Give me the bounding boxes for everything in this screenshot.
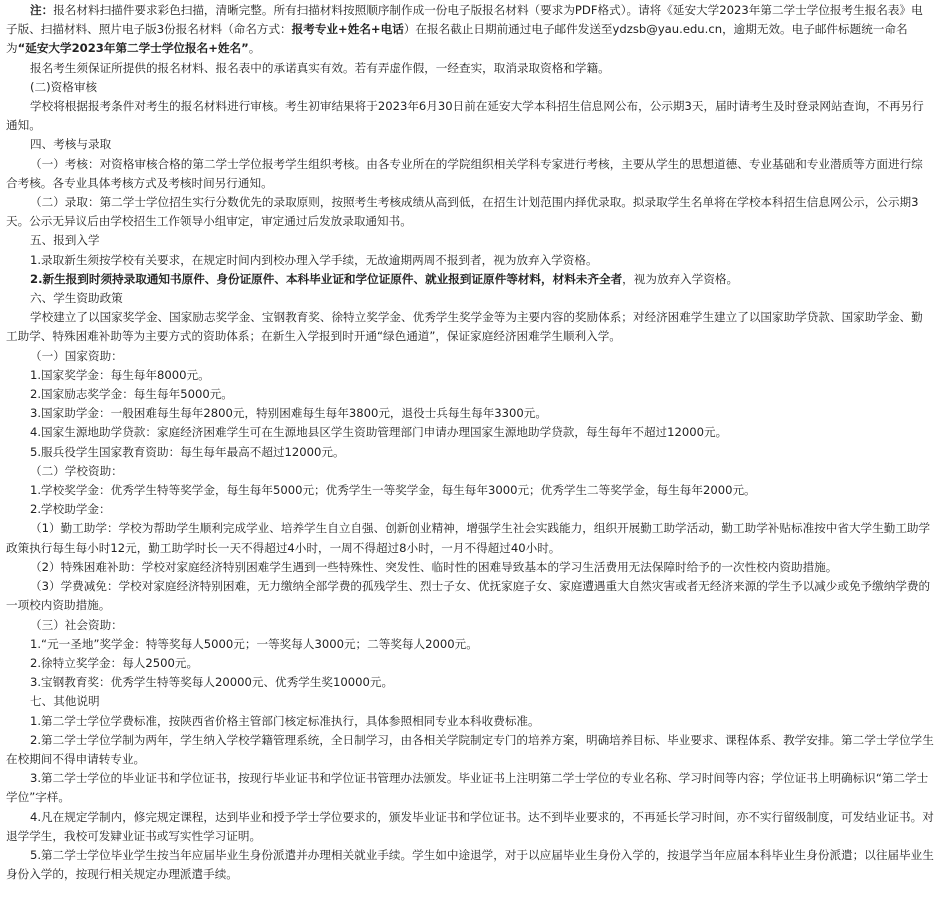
paragraph	[6, 846, 934, 884]
bold-text: 报考专业+姓名+电话	[291, 22, 404, 37]
text-run: （1）勤工助学：学校为帮助学生顺利完成学业、培养学生自立自强、创新创业精神，增强学生社会实践能力，组织开展勤工助学活动，勤工助学补贴标准按中省大学生勤工助学政策执行每生每小时12元，勤工助学时长一天不得超过4小时，一周不得超过8小时，一月不得超过40小时。	[6, 521, 931, 555]
text-run: 1.学校奖学金：优秀学生特等奖学金，每生每年5000元；优秀学生一等奖学金，每生每年3000元；优秀学生二等奖学金，每生每年2000元。	[30, 483, 756, 498]
text-run: （3）学费减免：学校对家庭经济特别困难，无力缴纳全部学费的孤残学生、烈士子女、优抚家庭子女、家庭遭遇重大自然灾害或者无经济来源的学生予以减少或免予缴纳学费的一项校内资助措施。	[6, 579, 931, 613]
text-run: 六、学生资助政策	[30, 291, 123, 306]
text-run: （三）社会资助：	[30, 617, 123, 632]
text-run: 五、报到入学	[30, 233, 100, 248]
paragraph	[6, 577, 934, 615]
paragraph	[6, 443, 934, 462]
text-run: 4.凡在规定学制内，修完规定课程，达到毕业和授予学士学位要求的，颁发毕业证书和学位证书。达不到毕业要求的，不再延长学习时间，亦不实行留级制度，可发结业证书。对退学学生，我校可发肄业证书或写实性学习证明。	[6, 809, 934, 843]
paragraph	[6, 673, 934, 692]
text-run: 学校将根据报考条件对考生的报名材料进行审核。考生初审结果将于2023年6月30日前在延安大学本科招生信息网公布，公示期3天，届时请考生及时登录网站查询，不再另行通知。	[6, 99, 924, 133]
paragraph	[6, 769, 934, 807]
text-run: 1.录取新生须按学校有关要求，在规定时间内到校办理入学手续，无故逾期两周不报到者，视为放弃入学资格。	[30, 252, 598, 267]
text-run: 四、考核与录取	[30, 137, 112, 152]
paragraph	[6, 462, 934, 481]
text-run: （一）考核：对资格审核合格的第二学士学位报考学生组织考核。由各专业所在的学院组织相关学科专家进行考核，主要从学生的思想道德、专业基础和专业潜质等方面进行综合考核。各专业具体考核方式及考核时间另行通知。	[6, 156, 923, 190]
text-run: ）在报名截止日期前通过电子邮件发送至ydzsb@yau.edu.cn，逾期无效。电子邮件标题统一命名为	[6, 22, 908, 56]
text-run: 3.第二学士学位的毕业证书和学位证书，按现行毕业证书和学位证书管理办法颁发。毕业证书上注明第二学士学位的专业名称、学习时间等内容；学位证书上明确标识“第二学士学位”字样。	[6, 771, 929, 805]
paragraph	[6, 404, 934, 423]
paragraph	[6, 481, 934, 500]
text-run: 2.国家励志奖学金：每生每年5000元。	[30, 387, 233, 402]
paragraph	[6, 251, 934, 270]
text-run: 5.服兵役学生国家教育资助：每生每年最高不超过12000元。	[30, 444, 345, 459]
bold-text: 2.新生报到时须持录取通知书原件、身份证原件、本科毕业证和学位证原件、就业报到证原件等材料，材料未齐全者	[30, 271, 623, 286]
paragraph	[6, 289, 934, 308]
paragraph	[6, 135, 934, 154]
text-run: （一）国家资助：	[30, 348, 123, 363]
text-run: 1.第二学士学位学费标准，按陕西省价格主管部门核定标准执行，具体参照相同专业本科收费标准。	[30, 713, 540, 728]
text-run: 3.宝钢教育奖：优秀学生特等奖每人20000元、优秀学生奖10000元。	[30, 675, 394, 690]
text-run: 1.“元一圣地”奖学金：特等奖每人5000元；一等奖每人3000元；二等奖每人2000元。	[30, 636, 478, 651]
paragraph	[6, 155, 934, 193]
paragraph	[6, 97, 934, 135]
text-run: 报名考生须保证所提供的报名材料、报名表中的承诺真实有效。若有弄虚作假，一经查实，取消录取资格和学籍。	[30, 60, 610, 75]
text-run: 2.徐特立奖学金：每人2500元。	[30, 655, 199, 670]
text-run: 七、其他说明	[30, 694, 100, 709]
paragraph	[6, 78, 934, 97]
text-run: 3.国家助学金：一般困难每生每年2800元，特别困难每生每年3800元，退役士兵每生每年3300元。	[30, 406, 547, 421]
paragraph	[6, 308, 934, 346]
paragraph	[6, 519, 934, 557]
text-run: 。	[248, 41, 261, 56]
paragraph	[6, 385, 934, 404]
paragraph	[6, 193, 934, 231]
text-run: 2.第二学士学位学制为两年，学生纳入学校学籍管理系统，全日制学习，由各相关学院制定专门的培养方案，明确培养目标、毕业要求、课程体系、教学安排。第二学士学位学生在校期间不得申请转专业。	[6, 732, 934, 766]
bold-text: 注：	[30, 3, 54, 17]
paragraph	[6, 1, 934, 59]
text-run: （二）学校资助：	[30, 463, 123, 478]
paragraph	[6, 731, 934, 769]
paragraph	[6, 808, 934, 846]
text-run: (二)资格审核	[30, 79, 98, 94]
text-run: 2.学校助学金：	[30, 502, 111, 517]
text-run: 报名材料扫描件要求彩色扫描，清晰完整。所有扫描材料按照顺序制作成一份电子版报名材料（要求为PDF格式）。请将《延安大学2023年第二学士学位报考生报名表》电子版、扫描材料、照片电子版3份报名材料（命名方式：	[6, 3, 923, 37]
text-run: 学校建立了以国家奖学金、国家励志奖学金、宝钢教育奖、徐特立奖学金、优秀学生奖学金等为主要内容的奖励体系；对经济困难学生建立了以国家助学贷款、国家助学金、勤工助学、特殊困难补助等为主要方式的资助体系；在新生入学报到时开通“绿色通道”，保证家庭经济困难学生顺利入学。	[6, 310, 923, 344]
paragraph	[6, 712, 934, 731]
bold-text: “延安大学2023年第二学士学位报名+姓名”	[17, 41, 249, 56]
paragraph	[6, 500, 934, 519]
paragraph	[6, 231, 934, 250]
text-run: ，视为放弃入学资格。	[622, 271, 739, 286]
paragraph	[6, 423, 934, 442]
text-run: 4.国家生源地助学贷款：家庭经济困难学生可在生源地县区学生资助管理部门申请办理国家生源地助学贷款，每生每年不超过12000元。	[30, 425, 728, 440]
paragraph	[6, 635, 934, 654]
paragraph	[6, 558, 934, 577]
text-run: 5.第二学士学位毕业学生按当年应届毕业生身份派遣并办理相关就业手续。学生如中途退学，对于以应届毕业生身份入学的，按退学当年应届本科毕业生身份派遣；以往届毕业生身份入学的，按现行相关规定办理派遣手续。	[6, 847, 934, 882]
paragraph	[6, 654, 934, 673]
paragraph	[6, 59, 934, 78]
paragraph	[6, 270, 934, 289]
text-run: 1.国家奖学金：每生每年8000元。	[30, 367, 210, 382]
paragraph	[6, 366, 934, 385]
paragraph	[6, 347, 934, 366]
paragraph	[6, 616, 934, 635]
text-run: （2）特殊困难补助：学校对家庭经济特别困难学生遇到一些特殊性、突发性、临时性的困难导致基本的学习生活费用无法保障时给予的一次性校内资助措施。	[30, 559, 838, 574]
paragraph	[6, 692, 934, 711]
text-run: （二）录取：第二学士学位招生实行分数优先的录取原则，按照考生考核成绩从高到低，在招生计划范围内择优录取。拟录取学生名单将在学校本科招生信息网公示，公示期3天。公示无异议后由学校招生工作领导小组审定，审定通过后发放录取通知书。	[6, 195, 919, 229]
